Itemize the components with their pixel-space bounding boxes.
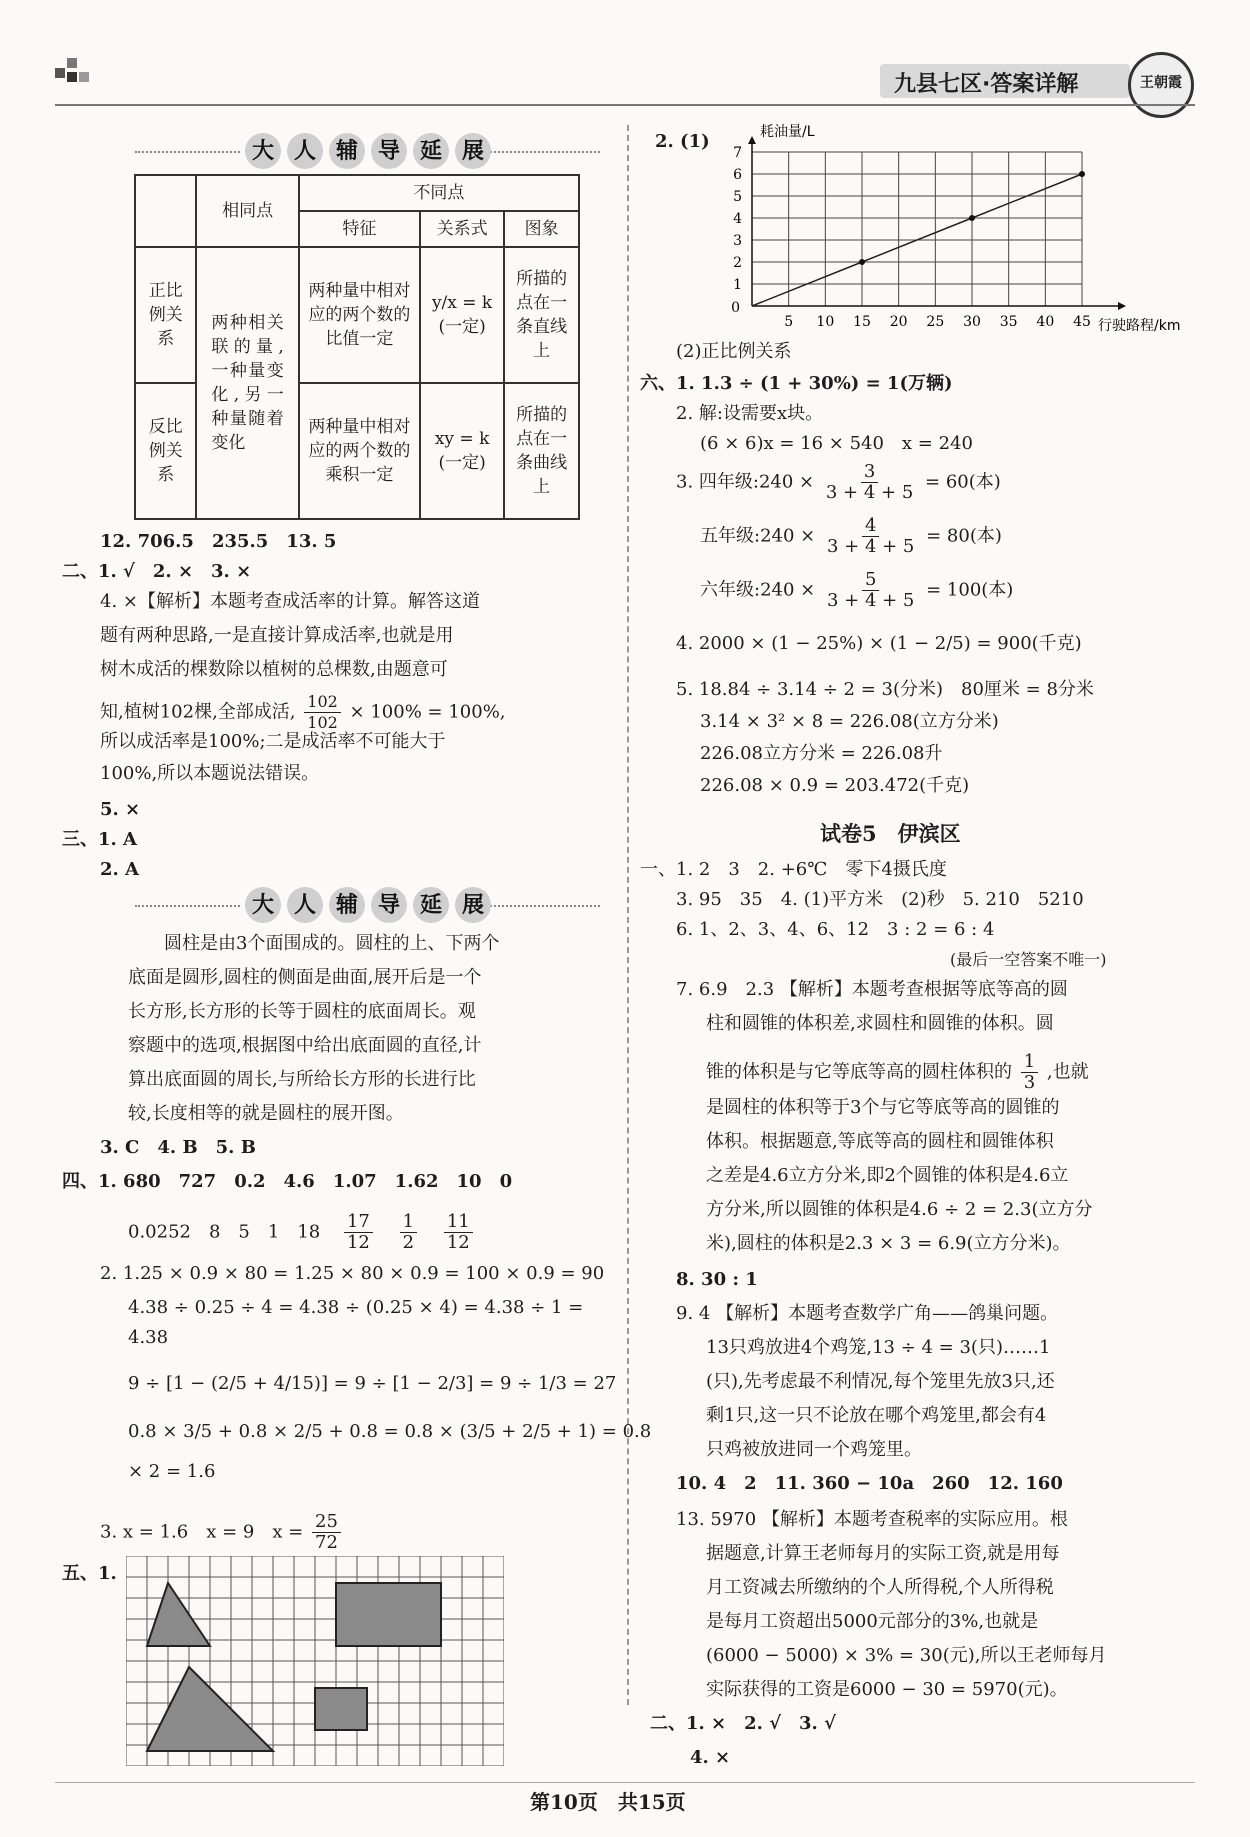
- diff-header: 不同点: [299, 175, 579, 211]
- y-tick-label: 1: [733, 277, 742, 293]
- x-tick-label: 35: [999, 314, 1018, 330]
- y-tick-label: 5: [733, 189, 742, 205]
- row-label-inverse: 反比例关系: [135, 383, 196, 519]
- x-axis-label: 行驶路程/km: [1098, 318, 1181, 332]
- y-tick-label: 2: [733, 255, 742, 271]
- header-title-box: [880, 64, 1130, 98]
- y-tick-label: 7: [733, 145, 742, 161]
- column-divider: [627, 125, 629, 1705]
- same-header: 相同点: [196, 175, 298, 247]
- logo: 王朝霞: [1128, 52, 1194, 118]
- x-axis-arrow: [1118, 302, 1126, 310]
- header-line: [55, 104, 1195, 106]
- x-tick-label: 15: [853, 314, 871, 330]
- large-rectangle: [336, 1583, 441, 1646]
- header-title: 九县七区·答案详解: [894, 72, 1079, 97]
- x-tick-label: 10: [816, 314, 835, 330]
- row-label-direct: 正比例关系: [135, 247, 196, 383]
- y-tick-label: 3: [733, 233, 742, 249]
- same-cell: 两种相关联的量,一种量变化,另一种量随着变化: [196, 247, 298, 519]
- page-number: 第10页 共15页: [530, 1790, 686, 1814]
- data-point: [1079, 171, 1085, 177]
- y-tick-label: 6: [733, 167, 742, 183]
- y-tick-label: 4: [733, 211, 742, 227]
- y-axis-label: 耗油量/L: [760, 124, 815, 140]
- origin-label: 0: [731, 300, 740, 316]
- x-tick-label: 5: [784, 314, 794, 330]
- x-tick-label: 40: [1036, 314, 1055, 330]
- corner-squares: [55, 58, 95, 98]
- data-point: [859, 259, 865, 265]
- y-axis-arrow: [748, 136, 756, 144]
- footer-line: [55, 1782, 1195, 1783]
- banner-tutoring-2: 大 人 辅 导 延 展: [245, 887, 491, 923]
- grid-figure: [126, 1556, 504, 1766]
- x-tick-label: 25: [926, 314, 945, 330]
- x-tick-label: 30: [963, 314, 981, 330]
- banner-tutoring-1: 大 人 辅 导 延 展: [245, 133, 491, 169]
- small-rectangle: [315, 1688, 367, 1730]
- small-triangle: [147, 1583, 210, 1646]
- x-tick-label: 45: [1073, 314, 1091, 330]
- test5-heading: 试卷5 伊滨区: [820, 821, 961, 846]
- comparison-table: 相同点 不同点 特征 关系式 图象 正比例关系 两种相关联的量,一种量变化,另一种量随着变化 两种量中相对应的两个数的比值一定 y/x = k (一定) 所描的点在一条直线上 反比例关系 两种量中相对应的两个数的乘积一定 xy = k (一定) 所描的点在一条曲线上: [134, 174, 580, 520]
- fuel-line-chart: [700, 122, 1200, 332]
- x-tick-label: 20: [889, 314, 908, 330]
- data-point: [969, 215, 975, 221]
